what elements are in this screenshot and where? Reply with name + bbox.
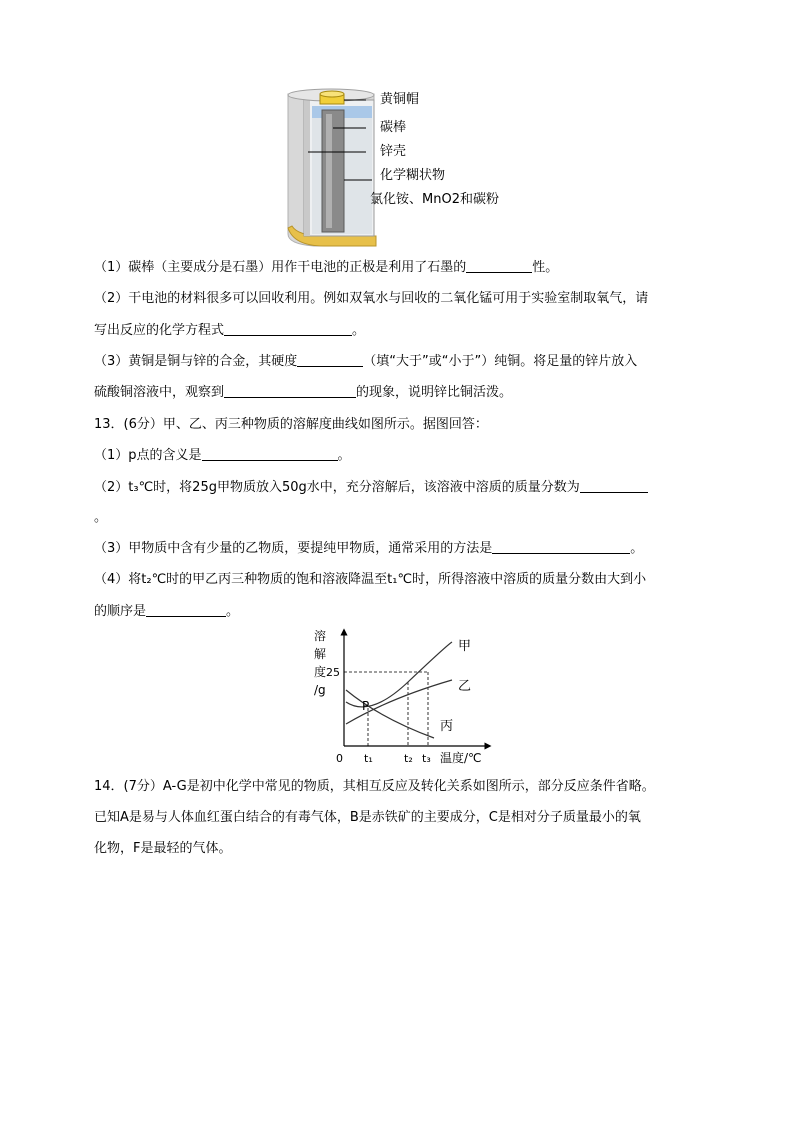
q12-part1: （1）碳棒（主要成分是石墨）用作干电池的正极是利用了石墨的 性。	[94, 260, 559, 275]
solubility-chart	[310, 628, 510, 768]
q13-part2-line2: 。	[94, 510, 108, 525]
q12-part3-line2: 硫酸铜溶液中，观察到 的现象，说明锌比铜活泼。	[94, 385, 513, 400]
q13-part2-line1: （2）t₃℃时，将25g甲物质放入50g水中，充分溶解后，该溶液中溶质的质量分数为	[94, 478, 648, 497]
x-tick-t2: t₂	[404, 752, 413, 765]
q12-part2-line2: 写出反应的化学方程式 。	[94, 323, 366, 338]
label-paste: 化学糊状物	[380, 168, 446, 183]
q13-part4-line1: （4）将t₂℃时的甲乙丙三种物质的饱和溶液降温至t₁℃时，所得溶液中溶质的质量分数由大到小	[94, 572, 647, 587]
label-paste-content: 氯化铵、MnO2和碳粉	[370, 192, 499, 207]
answer-blank[interactable]	[297, 352, 363, 367]
label-carbon-rod: 碳棒	[380, 120, 407, 135]
label-zinc-shell: 锌壳	[380, 144, 407, 159]
battery-figure	[284, 86, 534, 250]
series-jia-label: 甲	[458, 639, 472, 654]
x-label: 温度/℃	[440, 751, 482, 765]
series-bing-label: 丙	[440, 719, 454, 734]
q14-line2: 已知A是易与人体血红蛋白结合的有毒气体，B是赤铁矿的主要成分，C是相对分子质量最小的氧	[94, 810, 641, 825]
point-p-label: P	[362, 699, 370, 713]
q14-line3: 化物，F是最轻的气体。	[94, 841, 232, 856]
series-jia-curve	[346, 642, 452, 707]
y-label-3: 度	[314, 665, 327, 679]
y-label-2: 解	[314, 647, 327, 661]
x-tick-t1: t₁	[364, 752, 373, 765]
q14-line1: 14．(7分）A-G是初中化学中常见的物质，其相互反应及转化关系如图所示，部分反应条件省略。	[94, 779, 655, 794]
answer-blank[interactable]	[146, 602, 226, 617]
q12-part3-line1: （3）黄铜是铜与锌的合金，其硬度 （填“大于”或“小于”）纯铜。将足量的锌片放入	[94, 354, 638, 369]
answer-blank[interactable]	[202, 446, 338, 461]
y-label-1: 溶	[314, 629, 327, 643]
q12-part2-line1: （2）干电池的材料很多可以回收利用。例如双氧水与回收的二氧化锰可用于实验室制取氧气，请	[94, 291, 649, 306]
answer-blank[interactable]	[580, 478, 648, 493]
q13-part4-line2: 的顺序是 。	[94, 604, 240, 619]
q13-part3: （3）甲物质中含有少量的乙物质，要提纯甲物质，通常采用的方法是 。	[94, 541, 644, 556]
label-brass-cap: 黄铜帽	[380, 92, 420, 107]
answer-blank[interactable]	[224, 321, 352, 336]
x-tick-0: 0	[336, 752, 343, 765]
y-label-4: /g	[314, 683, 326, 697]
y-tick-25: 25	[326, 666, 340, 679]
answer-blank[interactable]	[224, 383, 356, 398]
answer-blank[interactable]	[466, 258, 532, 273]
answer-blank[interactable]	[492, 539, 630, 554]
x-tick-t3: t₃	[422, 752, 431, 765]
q13-stem: 13．(6分）甲、乙、丙三种物质的溶解度曲线如图所示。据图回答：	[94, 417, 488, 432]
q13-part1: （1）p点的含义是 。	[94, 448, 351, 463]
series-yi-label: 乙	[458, 679, 472, 694]
